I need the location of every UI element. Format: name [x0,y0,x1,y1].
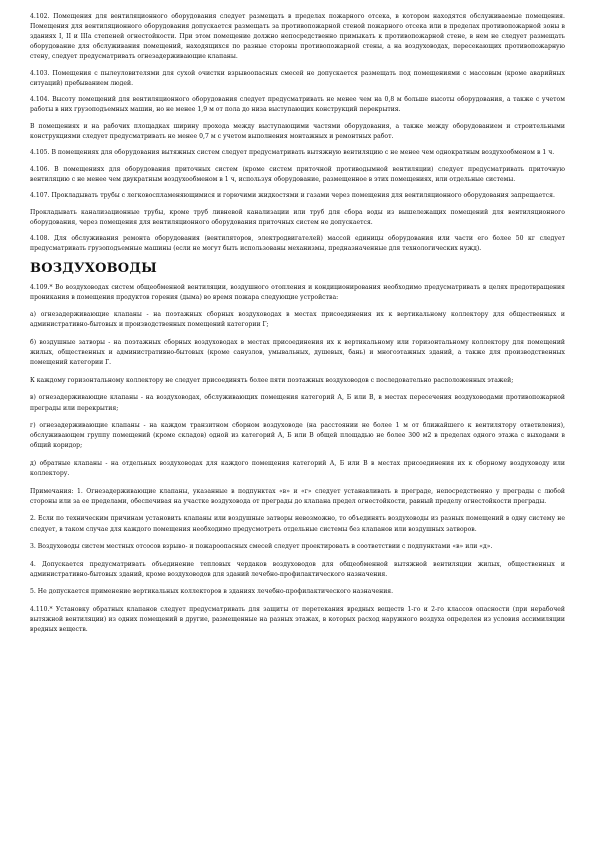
paragraph: Прокладывать канализационные трубы, кроме труб ливневой канализации или труб для сбора воды из вышележащих помещений для вентиляционного оборудования, через помещения для вентиляционного оборудования приточных систем не допускается. [30,208,565,226]
paragraph: 5. Не допускается применение вертикальных коллекторов в зданиях лечебно-профилактического назначения. [30,588,394,596]
section-air-ducts [30,283,565,636]
paragraph: 4.104. Высоту помещений для вентиляционного оборудования следует предусматривать не менее чем на 0,8 м больше высоты оборудования, а также с учетом работы в них грузоподъемных машин, но не менее 1,9 м от пола до низа выступающих конструкций перекрытия. [30,96,565,113]
paragraph: 4.109.* Во воздуховодах систем общеобменной вентиляции, воздушного отопления и кондиционирования необходимо предусматривать в целях предотвращения проникания в помещения продуктов горения (дыма) во время пожара следующие устройства: [30,283,565,301]
paragraph: 2. Если по техническим причинам установить клапаны или воздушные затворы невозможно, то объединять воздуховоды из разных помещений в одну систему не следует, в таком случае для каждого помещения необходимо предусмотреть отдельные системы без клапанов или воздушных затворов. [30,515,565,533]
paragraph: К каждому горизонтальному коллектору не следует присоединять более пяти поэтажных воздуховодов с последовательно расположенных этажей; [30,376,514,384]
paragraph: 4. Допускается предусматривать объединение тепловых чердаков воздуховодов для общеобменной вытяжной вентиляции жилых, общественных и административно-бытовых зданий, кроме воздуховодов для зданий лечебно-профилактического назначения. [30,560,565,578]
paragraph: 4.105. В помещениях для оборудования вытяжных систем следует предусматривать вытяжную вентиляцию с не менее чем однократным воздухообменом в 1 ч. [30,149,555,156]
paragraph: 4.110.* Установку обратных клапанов следует предусматривать для защиты от перетекания вредных веществ 1-го и 2-го классов опасности (при нерабочей вытяжной вентиляции) из одних помещений в другие, размещенные на разных этажах, в которых расход наружного воздуха определен из условия ассимиляции вредных веществ. [30,605,565,634]
paragraph: 3. Воздуховоды систем местных отсосов взрыво- и пожароопасных смесей следует проектировать в соответствии с подпунктами «в» или «д». [30,543,493,551]
paragraph: в) огнезадерживающие клапаны - на воздуховодах, обслуживающих помещения категорий А, Б или В, в местах пересечения воздуховодами противопожарной преграды или перекрытия; [30,394,565,412]
paragraph: 4.106. В помещениях для оборудования приточных систем (кроме систем приточной противодымной вентиляции) следует предусматривать приточную вентиляцию с не менее чем двукратным воздухообменом в 1 ч, используя оборудование, размещенное в этих помещениях, или отдельные системы. [30,165,565,183]
document-page [30,12,565,643]
paragraph: 4.103. Помещения с пылеуловителями для сухой очистки взрывоопасных смесей не допускается размещать под помещениями с массовым (кроме аварийных ситуаций) пребыванием людей. [30,69,565,87]
paragraph: 4.108. Для обслуживания ремонта оборудования (вентиляторов, электродвигателей) массой единицы оборудования или части его более 50 кг следует предусматривать грузоподъемные машины (если не могут быть использованы механизмы, предназначенные для технологических нужд). [30,235,565,252]
paragraph: Примечания: 1. Огнезадерживающие клапаны, указанные в подпунктах «в» и «г» следует устанавливать в преграде, непосредственно у преграды с любой стороны или за ее пределами, обеспечивая на участке воздуховода от преграды до клапана предел огнестойкости, равный пределу огнестойкости преграды. [30,487,565,505]
paragraph: д) обратные клапаны - на отдельных воздуховодах для каждого помещения категорий А, Б или В в местах присоединения их к сборному воздуховоду или коллектору. [30,459,565,478]
paragraph: В помещениях и на рабочих площадках ширину прохода между выступающими частями оборудования, а также между оборудованием и строительными конструкциями следует предусматривать не менее 0,7 м с учетом выполнения монтажных и ремонтных работ. [30,122,565,140]
paragraph: 4.102. Помещения для вентиляционного оборудования следует размещать в пределах пожарного отсека, в котором находятся обслуживаемые помещения. Помещения для вентиляционного оборудования допускается размещать за противопожарной стеной пожарного отсека или в пределах противопожарной зоны в зданиях I, II и IIIа степеней огнестойкости. При этом помещение должно непосредственно примыкать к противопожарной стене, в нем не следует размещать оборудование для обслуживания помещений, находящихся по разные стороны противопожарной стены, а на воздуховодах, пересекающих противопожарную стену, следует предусматривать огнезадерживающие клапаны. [30,13,565,60]
paragraph: б) воздушные затворы - на поэтажных сборных воздуховодах в местах присоединения их к вертикальному или горизонтальному коллектору для помещений жилых, общественных и административно-бытовых (кроме санузлов, умывальных, душевых, бань) и многоэтажных зданий, а также для производственных помещений категории Г. [30,338,565,367]
paragraph: г) огнезадерживающие клапаны - на каждом транзитном сборном воздуховоде (на расстоянии не более 1 м от ближайшего к вентилятору ответвления), обслуживающем группу помещений (кроме складов) одной из категорий А, Б или В общей площадью не более 300 м2 в пределах одного этажа с выходами в общий коридор; [30,422,565,450]
paragraph: а) огнезадерживающие клапаны - на поэтажных сборных воздуховодах в местах присоединения их к вертикальному коллектору для общественных и административно-бытовых и производственных помещений категории Г; [30,311,565,329]
section-heading: ВОЗДУХОВОДЫ [30,260,157,276]
paragraph: 4.107. Прокладывать трубы с легковоспламеняющимися и горючими жидкостями и газами через помещения для вентиляционного оборудования запрещается. [30,192,555,199]
section-premises [30,12,565,254]
